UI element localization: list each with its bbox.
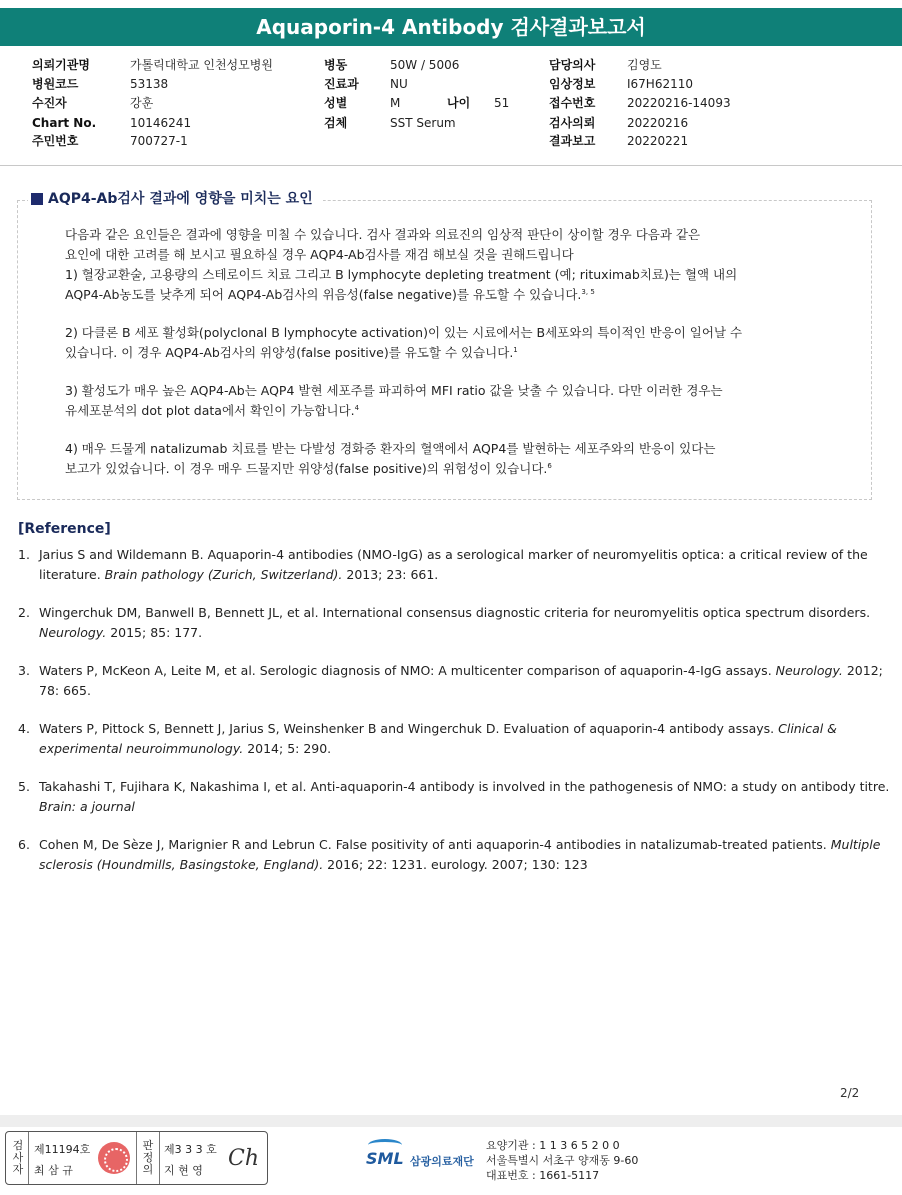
inspector-label (7, 1140, 29, 1176)
info-value: I67H62110 (627, 77, 694, 91)
info-label: 담당의사 (549, 58, 596, 72)
address: 서울특별시 서초구 양재동 9-60 (486, 1154, 639, 1167)
info-row (0, 94, 902, 112)
organization-info (486, 1138, 638, 1183)
citation-sup: 3, 5 (581, 288, 595, 296)
info-row (0, 114, 902, 132)
factor-text: 보고가 있었습니다. 이 경우 매우 드물지만 위양성(false positive)의 위험성이 있습니다. (65, 461, 548, 476)
reference-list (18, 545, 898, 893)
handwritten-signature: Ch (228, 1146, 260, 1171)
reference-tail: 2016; 22: 1231. eurology. 2007; 130: 123 (323, 857, 588, 872)
info-value: 20220216-14093 (627, 96, 731, 110)
signature-divider (159, 1132, 160, 1184)
seal-stamp-icon (98, 1142, 130, 1174)
reference-item (18, 777, 898, 817)
factor-text: 3) 활성도가 매우 높은 AQP4-Ab는 AQP4 발현 세포주를 파괴하여 MFI ratio 값을 낮출 수 있습니다. 다만 이러한 경우는 (65, 383, 723, 398)
factor-text: AQP4-Ab농도를 낮추게 되어 AQP4-Ab검사의 위음성(false negative)를 유도할 수 있습니다. (65, 287, 582, 302)
info-label: 결과보고 (549, 134, 596, 148)
reviewer-license: 제3 3 3 호 (164, 1143, 217, 1156)
factor-text: 1) 혈장교환술, 고용량의 스테로이드 치료 그리고 B lymphocyte depleting treatment (예; rituximab치료)는 혈액 내의 (65, 267, 738, 282)
info-label: Chart No. (32, 116, 97, 130)
institution-code: 요양기관 : 1 1 3 6 5 2 0 0 (486, 1139, 620, 1152)
reference-text: Takahashi T, Fujihara K, Nakashima I, et al. Anti-aquaporin-4 antibody is involved in the pathogenesis of NMO: a study on antibody titre. (39, 779, 890, 794)
reference-number: 3. (18, 663, 30, 678)
reference-item (18, 603, 898, 643)
citation-sup: 6 (547, 462, 552, 470)
inspector-license: 제11194호 (34, 1143, 91, 1156)
factors-heading (28, 187, 323, 211)
info-value: 53138 (130, 77, 169, 91)
factor-text: 2) 다클론 B 세포 활성화(polyclonal B lymphocyte activation)이 있는 시료에서는 B세포와의 특이적인 반응이 일어날 수 (65, 325, 743, 340)
info-value: M (390, 96, 401, 110)
info-value: 강훈 (130, 96, 154, 110)
factor-text: 유세포분석의 dot plot data에서 확인이 가능합니다. (65, 403, 355, 418)
reference-journal: Brain: a journal (39, 799, 135, 814)
info-value: 가톨릭대학교 인천성모병원 (130, 58, 273, 72)
info-label: 주민번호 (32, 134, 79, 148)
patient-info (0, 56, 902, 166)
info-label: 임상정보 (549, 77, 596, 91)
reference-number: 4. (18, 721, 30, 736)
info-value: 51 (494, 96, 510, 110)
reference-tail: 2014; 5: 290. (243, 741, 332, 756)
info-value: 김영도 (627, 58, 662, 72)
info-value: 10146241 (130, 116, 192, 130)
footer-band (0, 1115, 902, 1127)
inspector-label-text: 검사자 (12, 1139, 24, 1176)
reference-text: Jarius S and Wildemann B. Aquaporin-4 antibodies (NMO-IgG) as a serological marker of neuromyelitis optica: a critical review of the literature. (39, 547, 868, 582)
info-value: 50W / 5006 (390, 58, 460, 72)
factor-paragraph (65, 343, 845, 363)
factor-text: 요인에 대한 고려를 해 보시고 필요하실 경우 AQP4-Ab검사를 재검 해보실 것을 권해드립니다 (65, 247, 574, 262)
reference-number: 6. (18, 837, 30, 852)
signature-box (5, 1131, 268, 1185)
reference-journal: Brain pathology (Zurich, Switzerland). (104, 567, 343, 582)
reference-text: Waters P, McKeon A, Leite M, et al. Serologic diagnosis of NMO: A multicenter comparison of aquaporin-4-IgG assays. (39, 663, 776, 678)
reference-tail: 2015; 85: 177. (106, 625, 203, 640)
citation-sup: 4 (354, 404, 360, 412)
reviewer-label-text: 판정의 (142, 1139, 154, 1176)
info-label: 진료과 (324, 77, 359, 91)
factors-heading-text: AQP4-Ab검사 결과에 영향을 미치는 요인 (48, 191, 313, 207)
reference-journal: Neurology. (775, 663, 843, 678)
reference-item (18, 545, 898, 585)
info-label: 접수번호 (549, 96, 596, 110)
logo-text: SML (366, 1149, 404, 1168)
info-label: 병동 (324, 58, 348, 72)
info-label: 검체 (324, 116, 348, 130)
reference-item (18, 719, 898, 759)
info-label: 의뢰기관명 (32, 58, 90, 72)
citation-sup: 1 (513, 346, 518, 354)
reference-text: Waters P, Pittock S, Bennett J, Jarius S, Weinshenker B and Wingerchuk D. Evaluation of aquaporin-4 antibody assays. (39, 721, 779, 736)
info-value: NU (390, 77, 408, 91)
factor-paragraph (65, 459, 845, 479)
reviewer-name: 지 현 영 (164, 1164, 203, 1177)
reference-item (18, 835, 898, 875)
reference-text: Wingerchuk DM, Banwell B, Bennett JL, et al. International consensus diagnostic criteria for neuromyelitis optica spectrum disorders. (39, 605, 871, 620)
reference-item (18, 661, 898, 701)
sml-logo (366, 1137, 486, 1177)
info-row (0, 132, 902, 150)
inspector-name: 최 삼 규 (34, 1164, 73, 1177)
info-row (0, 75, 902, 93)
info-value: 700727-1 (130, 134, 188, 148)
divider (0, 165, 902, 166)
info-label: 검사의뢰 (549, 116, 596, 130)
factor-text: 4) 매우 드물게 natalizumab 치료를 받는 다발성 경화증 환자의 혈액에서 AQP4를 발현하는 세포주와의 반응이 있다는 (65, 441, 716, 456)
factor-text: 다음과 같은 요인들은 결과에 영향을 미칠 수 있습니다. 검사 결과와 의료진의 임상적 판단이 상이할 경우 다음과 같은 (65, 227, 701, 242)
reference-tail: 2012; 78: 665. (39, 663, 883, 698)
info-value: 20220221 (627, 134, 689, 148)
info-value: 20220216 (627, 116, 689, 130)
reference-journal: Clinical & experimental neuroimmunology. (39, 721, 837, 756)
factor-paragraph (65, 285, 845, 305)
reviewer-label (137, 1140, 159, 1176)
reference-journal: Multiple sclerosis (Houndmills, Basingstoke, England). (39, 837, 881, 872)
info-label: 성별 (324, 96, 348, 110)
reference-number: 5. (18, 779, 30, 794)
square-bullet-icon (31, 193, 43, 205)
info-label: 병원코드 (32, 77, 79, 91)
reference-heading: [Reference] (18, 521, 111, 537)
reference-journal: Neurology. (39, 625, 107, 640)
factor-paragraph (65, 401, 845, 421)
factors-body (65, 225, 845, 479)
reference-number: 1. (18, 547, 30, 562)
organization-name: 삼광의료재단 (410, 1155, 474, 1168)
info-label: 나이 (447, 96, 471, 110)
reference-text: Cohen M, De Sèze J, Marignier R and Lebrun C. False positivity of anti aquaporin-4 antibodies in natalizumab-treated patients. (39, 837, 831, 852)
factor-text: 있습니다. 이 경우 AQP4-Ab검사의 위양성(false positive)를 유도할 수 있습니다. (65, 345, 514, 360)
phone-number: 대표번호 : 1661-5117 (486, 1169, 600, 1182)
page-number: 2/2 (840, 1086, 860, 1100)
reference-tail: 2013; 23: 661. (342, 567, 439, 582)
info-label: 수진자 (32, 96, 67, 110)
info-row (0, 56, 902, 74)
signature-divider (28, 1132, 29, 1184)
report-title: Aquaporin-4 Antibody 검사결과보고서 (0, 8, 902, 46)
info-value: SST Serum (390, 116, 456, 130)
reference-number: 2. (18, 605, 30, 620)
